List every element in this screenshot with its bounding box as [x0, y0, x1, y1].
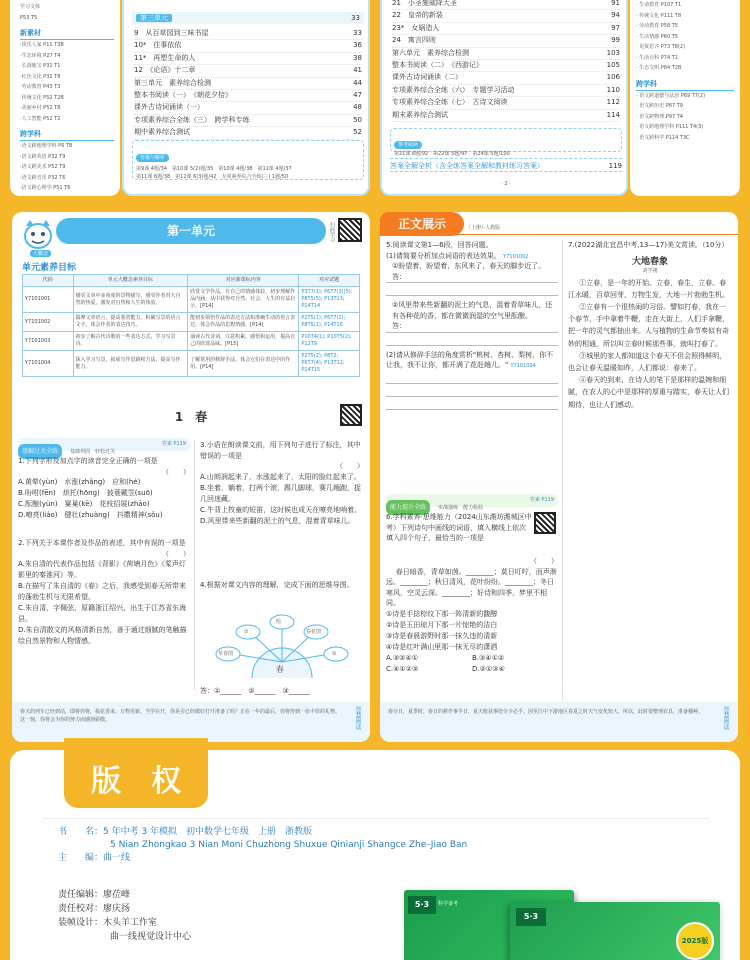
showcase-tag-text: 正文展示 [397, 217, 446, 231]
passage-paragraph: ①立春，是一年的开始。立春，春生，立春。春江水暖，百草回芽，万物生发，大地一片勃勃生机。 [568, 278, 729, 299]
side-item: · 生态文明 P84 T2B [636, 65, 682, 71]
option: ④诗是红叶满山里那一抹无尽的潇洒 [386, 642, 498, 651]
option: C.牛背上牧童的短笛，这时候也成天在嘹亮地响着。 [200, 505, 362, 514]
design-name-2: 曲一线视觉设计中心 [110, 932, 192, 942]
editor-name: 曲一线 [103, 853, 131, 863]
copyright-title: 版 权 [91, 764, 181, 799]
toc-row-title: 第六单元 素养综合检测 [392, 48, 469, 57]
section-sub: 基础巩固 轻松过关 [70, 449, 116, 455]
side-item: · 传统文化 P111 T8 [636, 12, 682, 19]
editor-row [58, 852, 698, 865]
side-item: · 见贤思齐 P73 T8(2) [636, 44, 686, 50]
side-item: ·传统文化 P52 T2B [20, 94, 64, 101]
question-2 [18, 538, 190, 647]
proof-label: 责任校对： [58, 904, 104, 914]
table-cell-code: Y7101004 [23, 351, 74, 377]
answer-bar [390, 158, 622, 172]
side-item: ·语文跨音乐 P32 T6 [20, 174, 66, 181]
duty-editor-name: 廖莅峰 [103, 890, 131, 900]
q2-paren: （ ） [162, 549, 190, 558]
q5-sub1-text: (1)请简要分析加点词语的表达效果。 [386, 251, 501, 260]
answer-ref: 答案 P119 [529, 497, 554, 503]
side-item: ·语文跨美术 P52 T9 [20, 164, 66, 170]
option: ①诗是手捻棕纹下那一阵清新的馥醇 [386, 609, 498, 618]
toc-row-title: 22 皇帝的新装 [392, 11, 443, 20]
right-sample-page [380, 212, 738, 742]
toc-row [134, 102, 362, 114]
footer-text: 春天的列车已经到站，即将你将，梳花香来，万物更新。当学在开，你是否已经做好打开准备了吗？正在一年的最后，你将得到一份丰厚的礼物。这一刻，你将会为你的努力而感到骄傲。 [20, 709, 341, 723]
section-label: 能力提升全练 [386, 500, 430, 515]
toc-row-title: 23* 女娲造人 [392, 23, 440, 32]
toc-row-title: 整本书阅读（一） 《朝花夕拾》 [134, 91, 232, 100]
goals-table-wrap [22, 274, 360, 377]
table-header-cell: 对应试题 [299, 275, 360, 287]
toc-row-title: 专项素养综合全练（六） 专题学习活动 [392, 85, 515, 94]
option: D.朱自清散文的风格清新自然，善于通过细腻的笔触描绘自然景物和人物情感。 [18, 626, 187, 645]
toc-row-title: 课外古诗词诵读（一） [134, 103, 204, 112]
option: C.④①②③ [386, 664, 419, 673]
side-item: ·语文跨英语 P32 T9 [20, 153, 66, 160]
toc-row [134, 127, 362, 139]
passage-paragraph: ②立春有一个很热闹的习俗。譬如打春，我在一个春节，手中拿着牛鞭，走在大街上，人们手拿鞭，把一年的灵气都抽出来。人与植物的生命节奏似有奇妙的相通，所以叫立春时候那些事，就叫打春了。 [568, 302, 729, 348]
q7-title: 大地春象 [631, 256, 668, 267]
diagram-node-4: ① [244, 629, 249, 635]
q5-stem: 5.阅读课文第1—6段，回答问题。 [386, 241, 493, 249]
duty-editor-label: 责任编辑： [58, 890, 104, 900]
toc-row [134, 65, 362, 77]
q5-answer-1: 答： [386, 272, 558, 284]
proof-name: 廖庆扬 [103, 904, 131, 914]
left-sample-page [12, 212, 370, 742]
book-name: 5 年中考 3 年模拟 初中数学七年级 上册 浙教版 [103, 827, 313, 837]
toc-row-page: 52 [353, 128, 362, 137]
book-row [58, 826, 698, 839]
goals-tag [30, 250, 51, 257]
ref-line-1: 第21课 6题/92 第22课 5题/97 第24课 5题/100 [394, 151, 510, 157]
table-cell-goal: 揣摩文章语言，提高鉴赏能力，积累写景的语言文字，体会作者的表达技巧。 [73, 313, 188, 332]
table-row [23, 351, 360, 377]
toc-row-title: 12 《论语》十二章 [134, 66, 196, 75]
copyright-card [10, 750, 740, 960]
side-index-list [630, 0, 740, 143]
toc-row-page: 94 [611, 11, 620, 20]
book-pinyin: 5 Nian Zhongkao 3 Nian Moni Chuzhong Shuxue Qinianji Shangce Zhe–Jiao Ban [110, 840, 468, 850]
toc-row [392, 48, 620, 60]
toc-row-page: 41 [353, 66, 362, 75]
answer-label: 答案全解全析（含全练答案全解和教材练习答案） [390, 162, 544, 170]
vertical-tag: 智慧阅读 [722, 706, 729, 730]
q5-tag2: Y7101004 [510, 363, 536, 369]
table-cell-qs: P10T4(1); P10T5(2); P12T9 [299, 332, 360, 351]
cover-brand-text: 5·3 [523, 912, 539, 921]
toc-row-title: 专项素养综合全练（七） 古诗文阅读 [392, 98, 508, 107]
book-label: 书 名： [58, 827, 104, 837]
side-group-label: 新素材 [20, 27, 114, 40]
toc-row-page: 103 [606, 48, 620, 57]
question-4 [200, 580, 364, 591]
toc-row-title: 期末素养综合测试 [392, 110, 448, 119]
q6-options [386, 653, 558, 675]
table-row [23, 287, 360, 313]
unit-title: 第一单元 [166, 224, 215, 238]
passage-paragraph: ③城里的家人都知道这个春天不但会照得鲜明，也会让春天温暖如昨，人们都说：春来了。 [568, 351, 727, 372]
toc-row-page: 110 [606, 85, 620, 94]
editor-label: 主 编： [58, 853, 104, 863]
table-header-cell: 单元大概念素养目标 [73, 275, 188, 287]
side-group-label: 跨学科 [636, 78, 734, 91]
option: A.黄晕(yùn) 水涨(zhǎng) 应和(hè) [18, 478, 141, 486]
toc-row [392, 72, 620, 84]
option: ③诗是春晨游野时那一抹久违的清新 [386, 631, 498, 640]
unit-banner-label: 第三单元 [136, 14, 172, 22]
option: B.坐着，躺着，打两个滚，踢几脚球，赛几趟跑，捉几回迷藏。 [200, 483, 362, 503]
q4-stem: 4.根据对课文内容的理解，完成下面的思维导图。 [200, 581, 354, 589]
toc-row-page: 44 [353, 78, 362, 87]
goals-title: 单元素养目标 [22, 263, 77, 273]
table-cell-code: Y7101003 [23, 332, 74, 351]
credits [58, 888, 378, 944]
ref-label: 参考阅读 [394, 141, 422, 149]
toc-row [134, 115, 362, 127]
cover-brand [516, 908, 546, 926]
side-item: · 语文跨科学 P114 T3C [636, 134, 690, 141]
side-item: ·生态环境 P27 T4 [20, 52, 61, 59]
q5-sub1 [386, 251, 558, 262]
q2-options [18, 559, 190, 647]
option: B.吩咐(fēn) 烘托(hōng) 披蓑戴笠(suō) [18, 489, 153, 497]
toc-right-rows [392, 0, 620, 122]
ref-line-2: 第11课 6题/38 第12课 6(3)题/42 专项素养综合全练(三) 1题/50 [136, 174, 289, 180]
q2-stem: 2.下列关于本课作者及作品的表述，其中有误的一项是 [18, 539, 186, 547]
q5-tag: Y7101002 [503, 253, 529, 260]
table-cell-code: Y7101002 [23, 313, 74, 332]
cover-brand [408, 896, 436, 914]
toc-row [134, 40, 362, 52]
table-cell-qs: P2T5(1); P6T7(2); P8T5(1); P14T16 [299, 313, 360, 332]
answer-line[interactable] [386, 371, 558, 384]
table-cell-goal: 感受文章中多角度的景物描写，感受作者对大自然的热爱，激发对自然和人生的体验。 [73, 287, 188, 313]
section-label: 基础过关全练 [18, 444, 62, 459]
toc-right-card [380, 0, 628, 196]
toc-row [392, 10, 620, 22]
table-row [23, 313, 360, 332]
question-5 [386, 240, 558, 410]
q7-author: 刘学刚 [642, 267, 658, 274]
vertical-tag: 智慧阅读 [354, 706, 361, 730]
column-divider [194, 440, 195, 690]
header-right: （上册）·人教版 [466, 225, 501, 231]
table-cell-qs: P3T7(1); P6T7(3)(5); P8T5(5); P13T13; P14T14 [299, 287, 360, 313]
q5-sub2-text: (2)请从修辞手法的角度赏析"桃树、杏树、梨树，你不让我，我不让你，都开满了花赶趟儿。" [386, 350, 554, 369]
design-row-2 [58, 930, 378, 944]
answer-line[interactable] [386, 333, 558, 346]
toc-row [134, 90, 362, 102]
toc-left-card [122, 0, 370, 196]
answer-ref: 答案 P119 [161, 441, 186, 447]
cover-year: 2025版 [681, 937, 709, 945]
qr-code-icon [534, 512, 556, 534]
q3-stem: 3.小语在朗读课文前，用下列句子进行了标注，其中错误的一项是 [200, 441, 361, 460]
design-name: 木头羊工作室 [103, 918, 158, 928]
q7-passage [568, 277, 732, 411]
toc-row-title: 第三单元 素养综合检测 [134, 78, 211, 87]
toc-row-title: 10* 往事依依 [134, 41, 182, 50]
q5-sub2 [386, 350, 558, 371]
top-left-side-panel [10, 0, 120, 196]
design-row [58, 916, 378, 930]
side-item: · 生活情感 P60 T5 [636, 33, 678, 40]
q6-body [386, 556, 558, 675]
side-item: · 生活百科 P74 T1 [636, 54, 678, 61]
column-divider [562, 240, 563, 700]
toc-row-title: 21 小圣施威降大圣 [392, 0, 457, 7]
toc-row [392, 60, 620, 72]
toc-row-title: 专项素养综合全练（三） 跨学科专练 [134, 115, 250, 124]
q3-paren: （ ） [336, 462, 364, 470]
page-number: · 2 · [501, 181, 511, 187]
q6-stem: 6.学科素养·思维能力（2024山东潍坊潍城区中考）下列诗句中画线的词语，填入横线上依次填入四个句子，最恰当的一项是 [386, 513, 532, 542]
duty-editor-row [58, 888, 378, 902]
table-cell-std: 欣赏文学作品，有自己的情感体验，初步理解作品内涵，从中获得对自然、社会、人生的有益启示。[P14] [188, 287, 299, 313]
q1-stem: 1.下列字形及加点字的读音完全正确的一项是 [18, 457, 158, 465]
ref-label: 答案与解析 [136, 154, 169, 162]
diagram-node-2: 春花图 [306, 629, 322, 635]
footer-text: 春分日，夏季时，春日的耕作事半日，夏天收获事倍分少必手。因至江中下游地区春夏之时天气变化较大，所以，此时要整理农具，准备播种。 [388, 709, 704, 715]
q3-options [200, 472, 364, 527]
toc-row [392, 0, 620, 10]
copyright-divider [42, 818, 710, 819]
goals-table [22, 274, 360, 377]
table-cell-code: Y7101001 [23, 287, 74, 313]
answer-line[interactable] [386, 283, 558, 296]
goals-table-header [23, 275, 360, 287]
toc-row [392, 35, 620, 47]
book-cover-front [510, 902, 720, 960]
side-item: 学习文体 [20, 4, 41, 10]
right-footer [380, 702, 738, 742]
option: A.③②④① [386, 653, 418, 662]
toc-row-page: 112 [606, 98, 620, 107]
side-item: ·美丽乡村 P52 T8 [20, 105, 61, 111]
section-bar [18, 438, 190, 455]
toc-row-title: 9 从百草园到三味书屋 [134, 29, 209, 37]
passage-paragraph: ④春天的到来，在诗人的笔下是那样的温婉和细腻，在农人的心中是那样的厚重与踏实，春天让人们期待，也让人们感动。 [568, 376, 729, 409]
lesson-title: 1 春 [174, 410, 208, 424]
toc-row-page: 48 [353, 103, 362, 112]
table-row [23, 332, 360, 351]
toc-row [392, 110, 620, 122]
toc-row [392, 97, 620, 109]
toc-row-page: 105 [606, 61, 620, 70]
qr-code-icon [338, 218, 362, 242]
side-item: · 生命教育 P107 T1 [636, 2, 682, 8]
answer-page: 119 [608, 162, 622, 170]
toc-row-title: 11* 再塑生命的人 [134, 53, 196, 62]
toc-row [134, 53, 362, 65]
toc-row-title: 整本书阅读（二） 《西游记》 [392, 61, 483, 70]
toc-row [134, 28, 362, 40]
table-cell-std: 诵读古代诗词，注意积累、感悟和运用，提高自己的欣赏品味。[P15] [188, 332, 299, 351]
toc-row [392, 85, 620, 97]
side-item: ·长颈鹿宝 P31 T1 [20, 63, 61, 69]
q1-options [18, 477, 190, 521]
q6-items [386, 609, 558, 653]
top-right-side-panel [630, 0, 740, 196]
q6-poem: 春日暗香，青草如茵。________；莫日叮咛，而声渐远。________；秋日清风，花叶纷纷。________；冬日寒风，空灵云深。________；好诗和四季，梦里不相同。 [386, 567, 557, 607]
showcase-tag [380, 212, 464, 236]
answer-line[interactable] [386, 384, 558, 397]
toc-row [134, 78, 362, 90]
design-label: 装帧设计： [58, 918, 104, 928]
side-item: · 语文跨道德与法治 P69 T7(2) [636, 92, 706, 99]
table-cell-std: 了解常用的修辞手法，体会它们在表达中的作用。[P14] [188, 351, 299, 377]
side-item: ·快乐人家 P11 T3B [20, 42, 64, 48]
diagram-center: 春 [276, 665, 284, 674]
table-cell-qs: P2T5(2); P8T2; P6T7(4); P13T12; P14T15 [299, 351, 360, 377]
table-header-cell: 代码 [23, 275, 74, 287]
answer-line[interactable] [386, 397, 558, 410]
table-cell-goal: 深入学习写景，拓展写作思路和方法，提高写作能力。 [73, 351, 188, 377]
table-cell-goal: 初步了解古代诗歌的一些表达方式，学习写景诗。 [73, 332, 188, 351]
copyright-section [0, 750, 750, 960]
side-item: P53 T5 [20, 14, 38, 21]
proof-row [58, 902, 378, 916]
book-info [58, 826, 698, 865]
q7-stem: 7.(2022湖北宜昌中考,13—17)美文赏读。（10分） [568, 241, 729, 249]
toc-row-page: 38 [353, 53, 362, 62]
goals-tag-text: 大概念 [33, 251, 49, 257]
toc-row-title: 期中素养综合测试 [134, 128, 190, 137]
option: D.②①③④ [472, 664, 505, 673]
option: ②诗是玉田琼月下那一片惊艳的洁白 [386, 620, 498, 629]
toc-left-rows [134, 28, 362, 140]
toc-row-page: 33 [353, 29, 362, 37]
cover-brand-text: 5·3 [414, 900, 430, 909]
side-item: ·红色文化 P32 T8 [20, 73, 61, 80]
toc-row-page: 99 [611, 36, 620, 45]
question-1 [18, 456, 190, 521]
side-item: · 语文跨物理 P97 T4 [636, 113, 683, 120]
option: A.山朗润起来了，水涨起来了，太阳的脸红起来了。 [200, 472, 361, 481]
toc-row-page: 36 [353, 41, 362, 50]
question-7 [568, 240, 732, 411]
side-item: · 语文跨地理学科 P111 T4(3) [636, 124, 704, 130]
toc-row [392, 23, 620, 35]
section-sub: 实战演练 能力检验 [438, 505, 484, 511]
cover-brand-sub: 科学备考 [438, 901, 459, 907]
qr-code-icon [340, 404, 362, 426]
side-item: · 劳动教育 P58 T5 [636, 23, 678, 29]
toc-left-ref [132, 140, 364, 180]
q6-paren: （ ） [530, 557, 558, 565]
toc-row-page: 91 [611, 0, 620, 7]
toc-row-page: 47 [353, 91, 362, 100]
side-item: · 语文跨历史 P87 T9 [636, 103, 683, 109]
unit-title-bar [56, 218, 326, 244]
option: B.③④①② [472, 653, 505, 662]
ref-line-1: 第9课 4题/34 第10课 5(2)题/35 第10课 4题/38 第11课 4题/37 [136, 166, 292, 172]
toc-right-ref [390, 128, 622, 157]
option: B.在描写了朱自清的《春》之后，我感受到春天所带来的蓬勃生机与无限希望。 [18, 582, 187, 601]
side-item: ·劳动教育 P43 T3 [20, 84, 61, 90]
toc-row-page: 114 [606, 110, 620, 119]
goals-table-body [23, 287, 360, 377]
diagram-node-5: ② [332, 651, 337, 657]
mind-map-diagram [212, 612, 352, 684]
diagram-node-1: 绘 [276, 619, 282, 625]
toc-row-page: 106 [606, 73, 620, 82]
question-3 [200, 440, 364, 527]
option: D.嘹亮(liáo) 健壮(zhuàng) 抖擞精神(sǒu) [18, 511, 163, 519]
side-item: ·语文跨地理学科 P6 T8 [20, 143, 73, 149]
question-6 [386, 512, 532, 544]
side-item: ·人工智能 P52 T2 [20, 115, 61, 122]
diagram-node-3: 草春图 [218, 651, 234, 657]
option: A.朱自清的代表作品包括《背影》《荷塘月色》《桨声灯影里的秦淮河》等。 [18, 560, 186, 579]
table-cell-std: 能初步领悟作品的表达方法和准确生动的语言表达，体会作品的思想情感。[P14] [188, 313, 299, 332]
option: C.朱自清，字佩弦，原籍浙江绍兴，出生于江苏省东海县。 [18, 604, 187, 623]
q1-paren: （ ） [162, 467, 190, 476]
mascot-icon [20, 216, 56, 250]
cover-year-badge [676, 922, 714, 960]
table-header-cell: 对应新课标内容 [188, 275, 299, 287]
toc-row-title: 课外古诗词诵读（二） [392, 73, 462, 82]
answer-blank: 答：①______ ②______ ③______ [200, 687, 310, 695]
qr-label: 扫码学习 [329, 222, 335, 242]
toc-row-title: 24 寓言四则 [392, 36, 436, 45]
q5-quote1: ①盼望着，盼望着，东风来了，春天的脚步近了。 [392, 262, 546, 270]
option: C.酝酿(yùn) 窠巢(kē) 花枝招展(zhāo) [18, 500, 150, 508]
side-index-list [10, 0, 120, 194]
q5-answer-2: 答： [386, 321, 558, 333]
unit-banner-page: 33 [351, 14, 360, 22]
toc-row-page: 50 [353, 115, 362, 124]
side-group-label: 跨学科 [20, 128, 114, 141]
unit-banner [132, 12, 364, 24]
toc-row-page: 97 [611, 23, 620, 32]
option: D.风里带来些新翻的泥土的气息，混着青草味儿。 [200, 516, 355, 525]
q5-quote2: ②风里带来些新翻的泥土的气息，混着青草味儿，还有各种花的香，都在微微润湿的空气里酝酿。 [392, 301, 553, 320]
side-item: ·语文跨心理学 P51 T6 [20, 185, 71, 191]
left-footer [12, 702, 370, 742]
section-bar-2 [386, 494, 558, 511]
